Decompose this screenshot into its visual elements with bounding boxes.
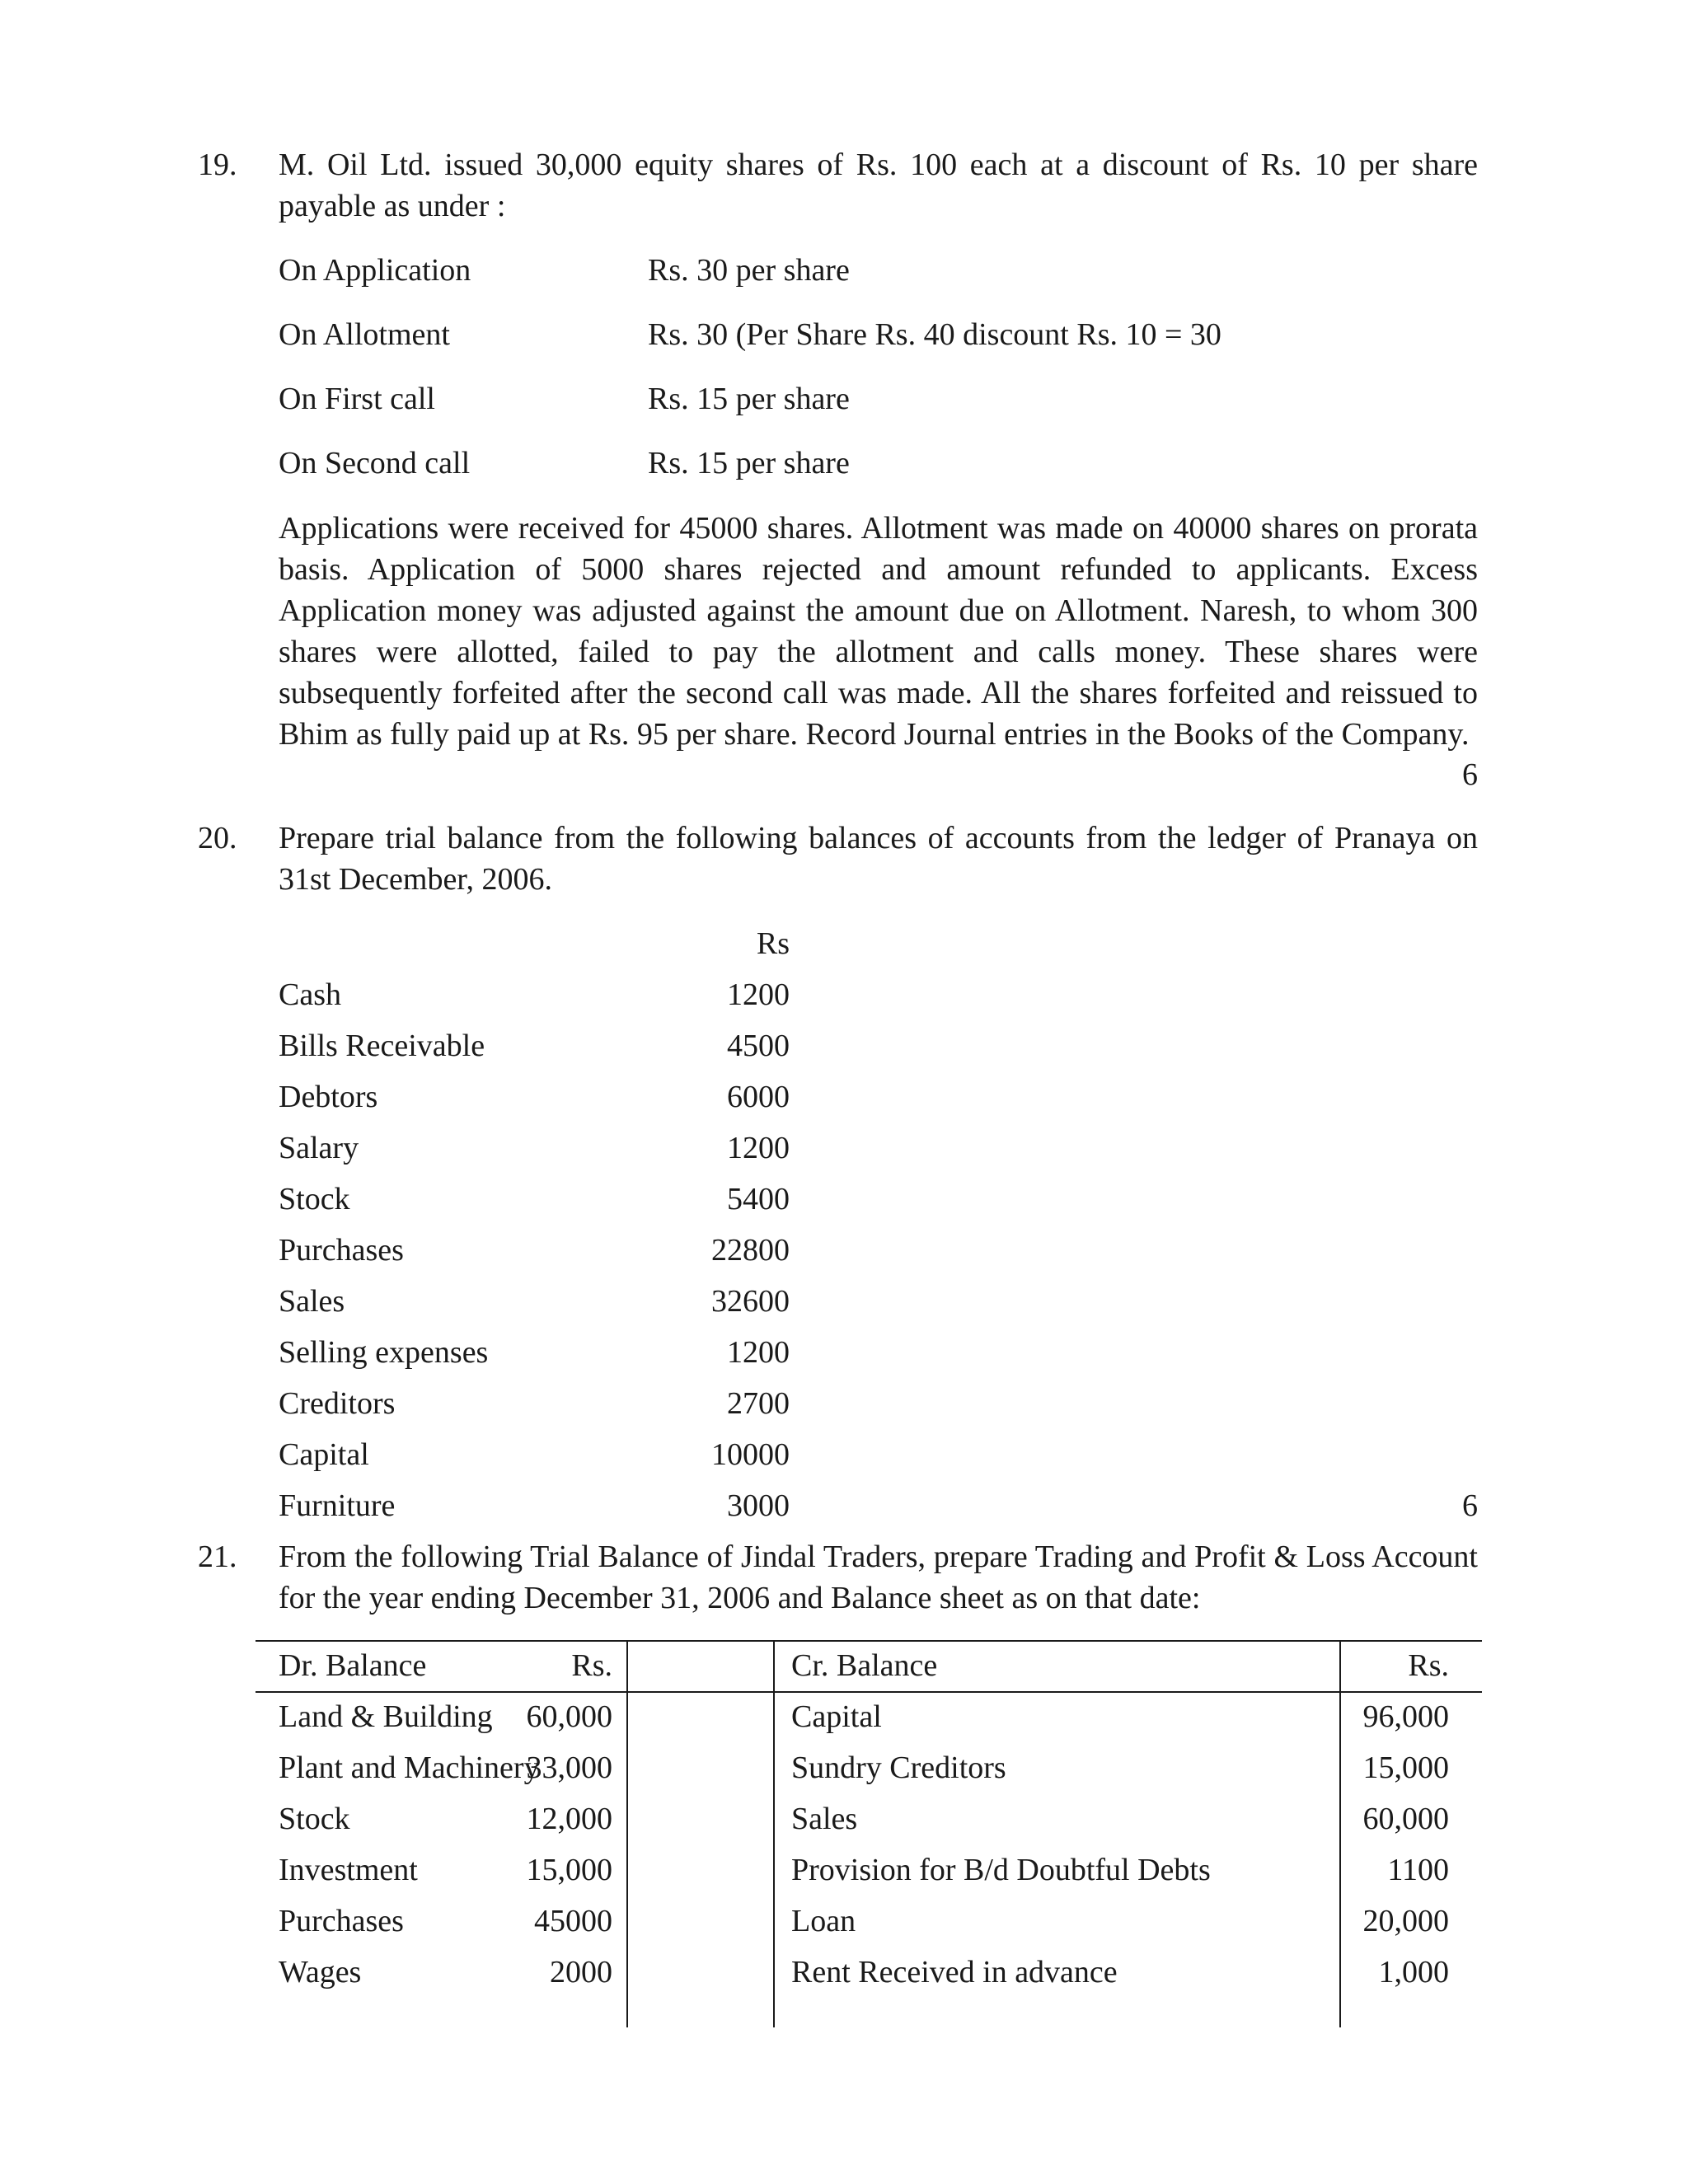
- list-item: [279, 1025, 790, 1066]
- account-name: Furniture: [279, 1488, 396, 1523]
- dr-account-amount: 12,000: [526, 1802, 612, 1836]
- list-item: [279, 1332, 790, 1373]
- account-name: Creditors: [279, 1386, 396, 1421]
- list-item: [279, 1127, 790, 1169]
- account-amount: 32600: [711, 1284, 790, 1319]
- account-name: Selling expenses: [279, 1335, 489, 1370]
- account-name: Capital: [279, 1437, 369, 1472]
- table-top-rule: [256, 1640, 1482, 1642]
- dr-account-amount: 60,000: [526, 1699, 612, 1734]
- account-amount: 2700: [727, 1386, 790, 1421]
- account-amount: 4500: [727, 1029, 790, 1063]
- cr-account-amount: 60,000: [1362, 1802, 1449, 1836]
- q20-number: 20.: [198, 821, 237, 855]
- table-divider: [1339, 1640, 1341, 2027]
- q21-text: From the following Trial Balance of Jindal Traders, prepare Trading and Profit & Loss Account for the year ending December 31, 2006 and Balance sheet as on that date:: [279, 1540, 1478, 1615]
- account-name: Salary: [279, 1131, 359, 1165]
- schedule-label: On Application: [279, 253, 471, 288]
- dr-account-name: Stock: [279, 1802, 350, 1836]
- cr-account-name: Capital: [791, 1699, 882, 1734]
- cr-account-name: Sales: [791, 1802, 858, 1836]
- list-item: [279, 974, 790, 1015]
- cr-account-name: Sundry Creditors: [791, 1750, 1006, 1785]
- list-item: [279, 1434, 790, 1475]
- schedule-value: Rs. 30 (Per Share Rs. 40 discount Rs. 10 = 30: [648, 317, 1221, 352]
- account-amount: 10000: [711, 1437, 790, 1472]
- table-divider: [773, 1640, 775, 2027]
- column-header-cr-amount: Rs.: [1408, 1648, 1449, 1683]
- cr-account-name: Provision for B/d Doubtful Debts: [791, 1853, 1211, 1887]
- account-name: Debtors: [279, 1080, 378, 1114]
- account-name: Sales: [279, 1284, 345, 1319]
- account-name: Stock: [279, 1182, 350, 1216]
- account-amount: 3000: [727, 1488, 790, 1523]
- cr-account-amount: 96,000: [1362, 1699, 1449, 1734]
- q21-number: 21.: [198, 1540, 237, 1574]
- column-header-dr-balance: Dr. Balance: [279, 1648, 427, 1683]
- q20-text: Prepare trial balance from the following balances of accounts from the ledger of Pranaya on 31st December, 2006.: [279, 821, 1478, 897]
- list-item: [279, 1383, 790, 1424]
- q19-marks: 6: [1462, 757, 1478, 792]
- dr-account-name: Investment: [279, 1853, 418, 1887]
- list-item: [279, 1230, 790, 1271]
- dr-account-amount: 45000: [534, 1904, 612, 1938]
- account-name: Purchases: [279, 1233, 404, 1268]
- account-amount: 1200: [727, 977, 790, 1012]
- dr-account-amount: 33,000: [526, 1750, 612, 1785]
- list-item: [279, 1179, 790, 1220]
- trial-balance-table: [256, 1640, 1482, 2027]
- cr-account-amount: 15,000: [1362, 1750, 1449, 1785]
- q19-details: Applications were received for 45000 shares. Allotment was made on 40000 shares on prorata basis. Application of 5000 shares rejected and amount refunded to applicants. Excess Application money was adjusted against the amount due on Allotment. Naresh, to whom 300 shares were allotted, failed to pay the allotment and calls money. These shares were subsequently forfeited after the second call was made. All the shares forfeited and reissued to Bhim as fully paid up at Rs. 95 per share. Record Journal entries in the Books of the Company.: [279, 511, 1478, 752]
- column-header-cr-balance: Cr. Balance: [791, 1648, 938, 1683]
- list-item: [279, 1281, 790, 1322]
- cr-account-amount: 1,000: [1378, 1955, 1449, 1990]
- amount-column-header: Rs: [756, 926, 790, 961]
- account-name: Bills Receivable: [279, 1029, 485, 1063]
- schedule-label: On Second call: [279, 446, 471, 480]
- account-amount: 1200: [727, 1335, 790, 1370]
- q20-header-row: [279, 923, 790, 964]
- cr-account-amount: 1100: [1387, 1853, 1449, 1887]
- cr-account-amount: 20,000: [1362, 1904, 1449, 1938]
- account-name: Cash: [279, 977, 341, 1012]
- schedule-label: On First call: [279, 382, 435, 416]
- column-header-dr-amount: Rs.: [571, 1648, 612, 1683]
- table-divider: [626, 1640, 628, 2027]
- q19-number: 19.: [198, 148, 237, 182]
- schedule-value: Rs. 15 per share: [648, 446, 850, 480]
- dr-account-name: Land & Building: [279, 1699, 493, 1734]
- list-item: [279, 1076, 790, 1118]
- account-amount: 1200: [727, 1131, 790, 1165]
- account-amount: 5400: [727, 1182, 790, 1216]
- account-amount: 6000: [727, 1080, 790, 1114]
- schedule-value: Rs. 30 per share: [648, 253, 850, 288]
- dr-account-amount: 15,000: [526, 1853, 612, 1887]
- dr-account-amount: 2000: [550, 1955, 612, 1990]
- dr-account-name: Purchases: [279, 1904, 404, 1938]
- cr-account-name: Rent Received in advance: [791, 1955, 1118, 1990]
- schedule-label: On Allotment: [279, 317, 450, 352]
- q20-marks: 6: [1462, 1488, 1478, 1523]
- account-amount: 22800: [711, 1233, 790, 1268]
- cr-account-name: Loan: [791, 1904, 856, 1938]
- dr-account-name: Wages: [279, 1955, 362, 1990]
- list-item: [279, 1485, 790, 1526]
- schedule-value: Rs. 15 per share: [648, 382, 850, 416]
- dr-account-name: Plant and Machinery: [279, 1750, 540, 1785]
- table-header-rule: [256, 1691, 1482, 1693]
- q19-text: M. Oil Ltd. issued 30,000 equity shares of Rs. 100 each at a discount of Rs. 10 per share payable as under :: [279, 148, 1478, 223]
